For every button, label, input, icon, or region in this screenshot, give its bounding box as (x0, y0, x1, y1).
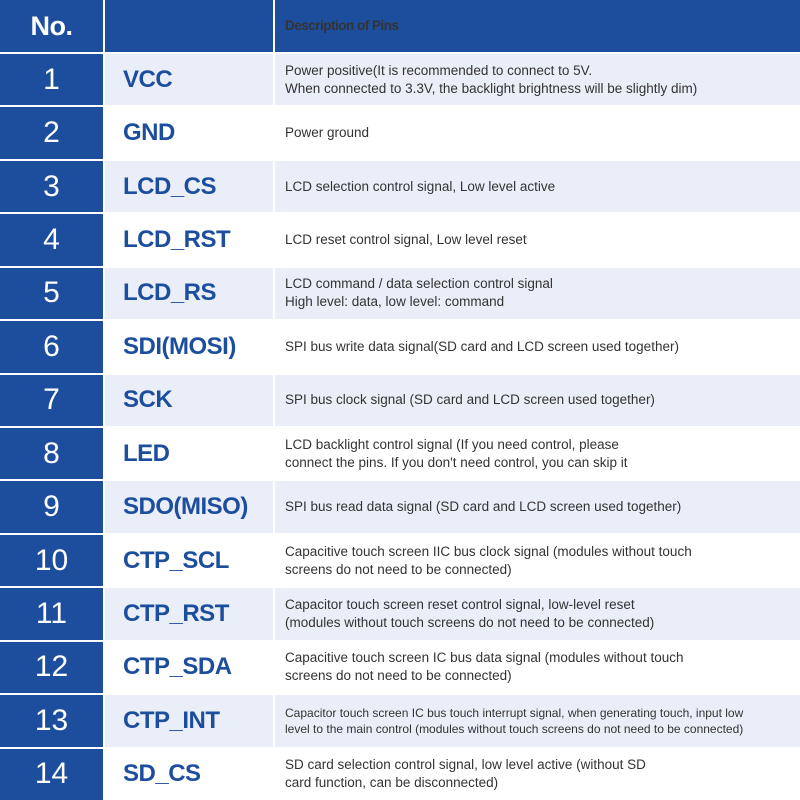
row-12-no: 12 (0, 642, 103, 693)
row-14-no: 14 (0, 749, 103, 800)
row-6-pin: SDI(MOSI) (105, 321, 273, 372)
row-1-desc: Power positive(It is recommended to connect to 5V. When connected to 3.3V, the backlight brightness will be slightly dim) (275, 54, 800, 105)
row-13-pin: CTP_INT (105, 695, 273, 746)
row-2-pin: GND (105, 107, 273, 158)
row-6-no: 6 (0, 321, 103, 372)
row-4-no: 4 (0, 214, 103, 265)
row-12-pin: CTP_SDA (105, 642, 273, 693)
row-6-desc: SPI bus write data signal(SD card and LCD screen used together) (275, 321, 800, 372)
row-5-pin: LCD_RS (105, 268, 273, 319)
header-pin-label: Pin Lable (105, 0, 273, 52)
row-7-no: 7 (0, 375, 103, 426)
row-5-no: 5 (0, 268, 103, 319)
header-description: Description of Pins (275, 0, 800, 52)
row-11-desc: Capacitor touch screen reset control signal, low-level reset (modules without touch screens do not need to be connected) (275, 588, 800, 639)
row-7-pin: SCK (105, 375, 273, 426)
row-1-no: 1 (0, 54, 103, 105)
row-1-pin: VCC (105, 54, 273, 105)
row-8-no: 8 (0, 428, 103, 479)
row-8-pin: LED (105, 428, 273, 479)
header-no: No. (0, 0, 103, 52)
row-3-pin: LCD_CS (105, 161, 273, 212)
row-4-pin: LCD_RST (105, 214, 273, 265)
row-10-no: 10 (0, 535, 103, 586)
row-9-no: 9 (0, 481, 103, 532)
row-8-desc: LCD backlight control signal (If you need control, please connect the pins. If you don't need control, you can skip it (275, 428, 800, 479)
row-3-no: 3 (0, 161, 103, 212)
row-11-pin: CTP_RST (105, 588, 273, 639)
row-7-desc: SPI bus clock signal (SD card and LCD screen used together) (275, 375, 800, 426)
row-2-no: 2 (0, 107, 103, 158)
row-2-desc: Power ground (275, 107, 800, 158)
row-12-desc: Capacitive touch screen IC bus data signal (modules without touch screens do not need to be connected) (275, 642, 800, 693)
row-3-desc: LCD selection control signal, Low level active (275, 161, 800, 212)
row-4-desc: LCD reset control signal, Low level reset (275, 214, 800, 265)
row-10-pin: CTP_SCL (105, 535, 273, 586)
row-10-desc: Capacitive touch screen IIC bus clock signal (modules without touch screens do not need to be connected) (275, 535, 800, 586)
row-13-no: 13 (0, 695, 103, 746)
row-13-desc: Capacitor touch screen IC bus touch interrupt signal, when generating touch, input low level to the main control (modules without touch screens do not need to be connected) (275, 695, 800, 746)
row-14-desc: SD card selection control signal, low level active (without SD card function, can be disconnected) (275, 749, 800, 800)
row-14-pin: SD_CS (105, 749, 273, 800)
row-9-desc: SPI bus read data signal (SD card and LCD screen used together) (275, 481, 800, 532)
row-5-desc: LCD command / data selection control signal High level: data, low level: command (275, 268, 800, 319)
row-9-pin: SDO(MISO) (105, 481, 273, 532)
row-11-no: 11 (0, 588, 103, 639)
